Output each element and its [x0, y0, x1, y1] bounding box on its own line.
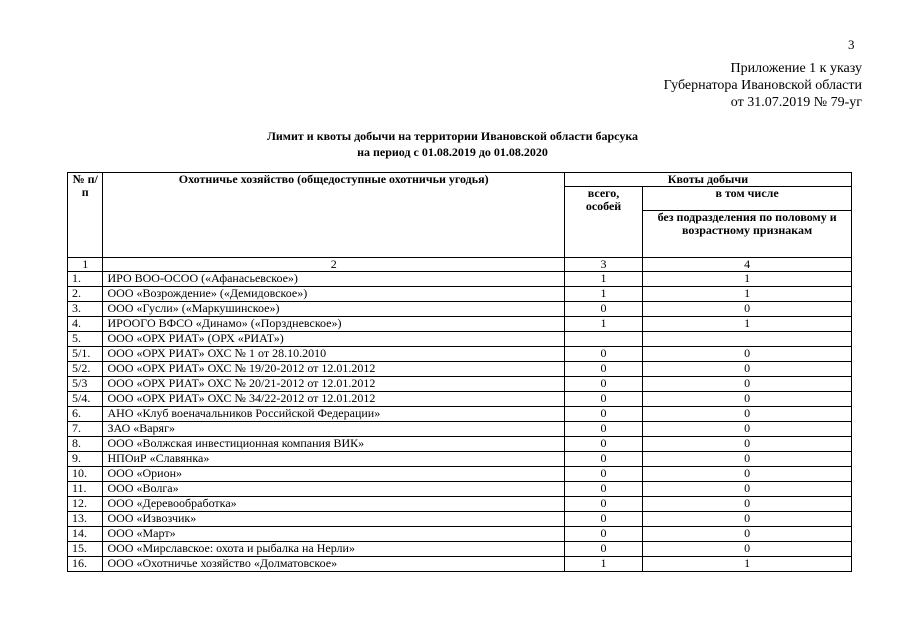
title-line-2: на период с 01.08.2019 до 01.08.2020: [357, 145, 548, 159]
cell-num: 1.: [68, 272, 103, 287]
cell-no-division: 0: [643, 422, 852, 437]
cell-hunting-area: ООО «ОРХ РИАТ» (ОРХ «РИАТ»): [103, 332, 564, 347]
header-no-division: без подразделения по половому и возрастному признакам: [643, 211, 852, 258]
cell-no-division: 1: [643, 287, 852, 302]
table-row: [68, 332, 852, 347]
cell-no-division: 1: [643, 317, 852, 332]
cell-total: 0: [564, 407, 642, 422]
cell-no-division: 0: [643, 452, 852, 467]
header-quotas: Квоты добычи: [564, 173, 851, 187]
header-total: всего, особей: [564, 187, 642, 258]
table-row: [68, 482, 852, 497]
cell-num: 2.: [68, 287, 103, 302]
annex-line-2: Губернатора Ивановской области: [663, 78, 862, 93]
cell-hunting-area: ООО «Волжская инвестиционная компания ВИК»: [103, 437, 564, 452]
table-row: [68, 497, 852, 512]
column-number: 2: [103, 258, 564, 272]
cell-num: 9.: [68, 452, 103, 467]
cell-hunting-area: НПОиР «Славянка»: [103, 452, 564, 467]
cell-total: 1: [564, 317, 642, 332]
header-num: № п/п: [68, 173, 103, 258]
cell-num: 14.: [68, 527, 103, 542]
cell-total: 1: [564, 557, 642, 572]
cell-total: 0: [564, 302, 642, 317]
document-title: [0, 128, 905, 160]
cell-total: 0: [564, 437, 642, 452]
column-number: 4: [643, 258, 852, 272]
title-line-1: Лимит и квоты добычи на территории Ивановской области барсука: [266, 129, 639, 143]
cell-hunting-area: ИРООГО ВФСО «Динамо» («Порздневское»): [103, 317, 564, 332]
cell-total: 0: [564, 527, 642, 542]
cell-num: 7.: [68, 422, 103, 437]
table-row: [68, 467, 852, 482]
table-row: [68, 377, 852, 392]
table-row: [68, 437, 852, 452]
cell-no-division: 0: [643, 407, 852, 422]
cell-hunting-area: ООО «ОРХ РИАТ» ОХС № 1 от 28.10.2010: [103, 347, 564, 362]
table-row: [68, 272, 852, 287]
cell-total: 1: [564, 287, 642, 302]
table-row: [68, 407, 852, 422]
table-row: [68, 362, 852, 377]
cell-num: 5/4.: [68, 392, 103, 407]
limits-table: [67, 172, 852, 572]
cell-hunting-area: ООО «Март»: [103, 527, 564, 542]
cell-num: 5/1.: [68, 347, 103, 362]
cell-no-division: 0: [643, 527, 852, 542]
cell-no-division: 0: [643, 467, 852, 482]
cell-num: 5.: [68, 332, 103, 347]
cell-num: 4.: [68, 317, 103, 332]
header-hunting-area: Охотничье хозяйство (общедоступные охотничьи угодья): [103, 173, 564, 258]
table-row: [68, 392, 852, 407]
cell-hunting-area: ООО «ОРХ РИАТ» ОХС № 19/20-2012 от 12.01.2012: [103, 362, 564, 377]
annex-line-3: от 31.07.2019 № 79-уг: [730, 95, 862, 110]
cell-hunting-area: ООО «Деревообработка»: [103, 497, 564, 512]
cell-num: 5/2.: [68, 362, 103, 377]
cell-hunting-area: ООО «ОРХ РИАТ» ОХС № 20/21-2012 от 12.01.2012: [103, 377, 564, 392]
cell-num: 5/3: [68, 377, 103, 392]
cell-hunting-area: ЗАО «Варяг»: [103, 422, 564, 437]
cell-total: 0: [564, 467, 642, 482]
cell-no-division: 0: [643, 377, 852, 392]
cell-total: [564, 332, 642, 347]
table-row: [68, 317, 852, 332]
cell-total: 0: [564, 377, 642, 392]
table-row: [68, 422, 852, 437]
cell-num: 3.: [68, 302, 103, 317]
cell-hunting-area: АНО «Клуб военачальников Российской Федерации»: [103, 407, 564, 422]
cell-num: 6.: [68, 407, 103, 422]
cell-num: 8.: [68, 437, 103, 452]
column-number: 1: [68, 258, 103, 272]
cell-no-division: 0: [643, 347, 852, 362]
annex-header: [664, 60, 862, 111]
column-numbers-row: [68, 258, 852, 272]
cell-hunting-area: ООО «Орион»: [103, 467, 564, 482]
cell-total: 1: [564, 272, 642, 287]
cell-no-division: 0: [643, 392, 852, 407]
cell-no-division: 0: [643, 302, 852, 317]
cell-hunting-area: ИРО ВОО-ОСОО («Афанасьевское»): [103, 272, 564, 287]
cell-total: 0: [564, 452, 642, 467]
cell-total: 0: [564, 512, 642, 527]
table-row: [68, 287, 852, 302]
cell-total: 0: [564, 497, 642, 512]
column-number: 3: [564, 258, 642, 272]
page-number: 3: [848, 37, 855, 52]
cell-no-division: 0: [643, 497, 852, 512]
cell-hunting-area: ООО «ОРХ РИАТ» ОХС № 34/22-2012 от 12.01.2012: [103, 392, 564, 407]
cell-no-division: 0: [643, 512, 852, 527]
cell-hunting-area: ООО «Волга»: [103, 482, 564, 497]
cell-num: 12.: [68, 497, 103, 512]
cell-total: 0: [564, 422, 642, 437]
cell-total: 0: [564, 392, 642, 407]
table-row: [68, 527, 852, 542]
table-row: [68, 302, 852, 317]
cell-num: 16.: [68, 557, 103, 572]
table-row: [68, 557, 852, 572]
cell-num: 11.: [68, 482, 103, 497]
cell-hunting-area: ООО «Охотничье хозяйство «Долматовское»: [103, 557, 564, 572]
cell-no-division: 0: [643, 482, 852, 497]
cell-no-division: 0: [643, 437, 852, 452]
cell-total: 0: [564, 362, 642, 377]
cell-hunting-area: ООО «Гусли» («Маркушинское»): [103, 302, 564, 317]
table-row: [68, 452, 852, 467]
header-including: в том числе: [643, 187, 852, 211]
cell-no-division: 1: [643, 557, 852, 572]
table-row: [68, 347, 852, 362]
cell-no-division: 0: [643, 362, 852, 377]
cell-num: 10.: [68, 467, 103, 482]
cell-hunting-area: ООО «Возрождение» («Демидовское»): [103, 287, 564, 302]
cell-no-division: 0: [643, 542, 852, 557]
table-body: [68, 173, 852, 572]
table-row: [68, 512, 852, 527]
cell-num: 15.: [68, 542, 103, 557]
cell-no-division: [643, 332, 852, 347]
header-row-1: [68, 173, 852, 187]
cell-total: 0: [564, 347, 642, 362]
table-row: [68, 542, 852, 557]
cell-hunting-area: ООО «Извозчик»: [103, 512, 564, 527]
annex-line-1: Приложение 1 к указу: [730, 61, 862, 76]
cell-total: 0: [564, 542, 642, 557]
cell-num: 13.: [68, 512, 103, 527]
cell-total: 0: [564, 482, 642, 497]
cell-hunting-area: ООО «Мирславское: охота и рыбалка на Нерли»: [103, 542, 564, 557]
cell-no-division: 1: [643, 272, 852, 287]
